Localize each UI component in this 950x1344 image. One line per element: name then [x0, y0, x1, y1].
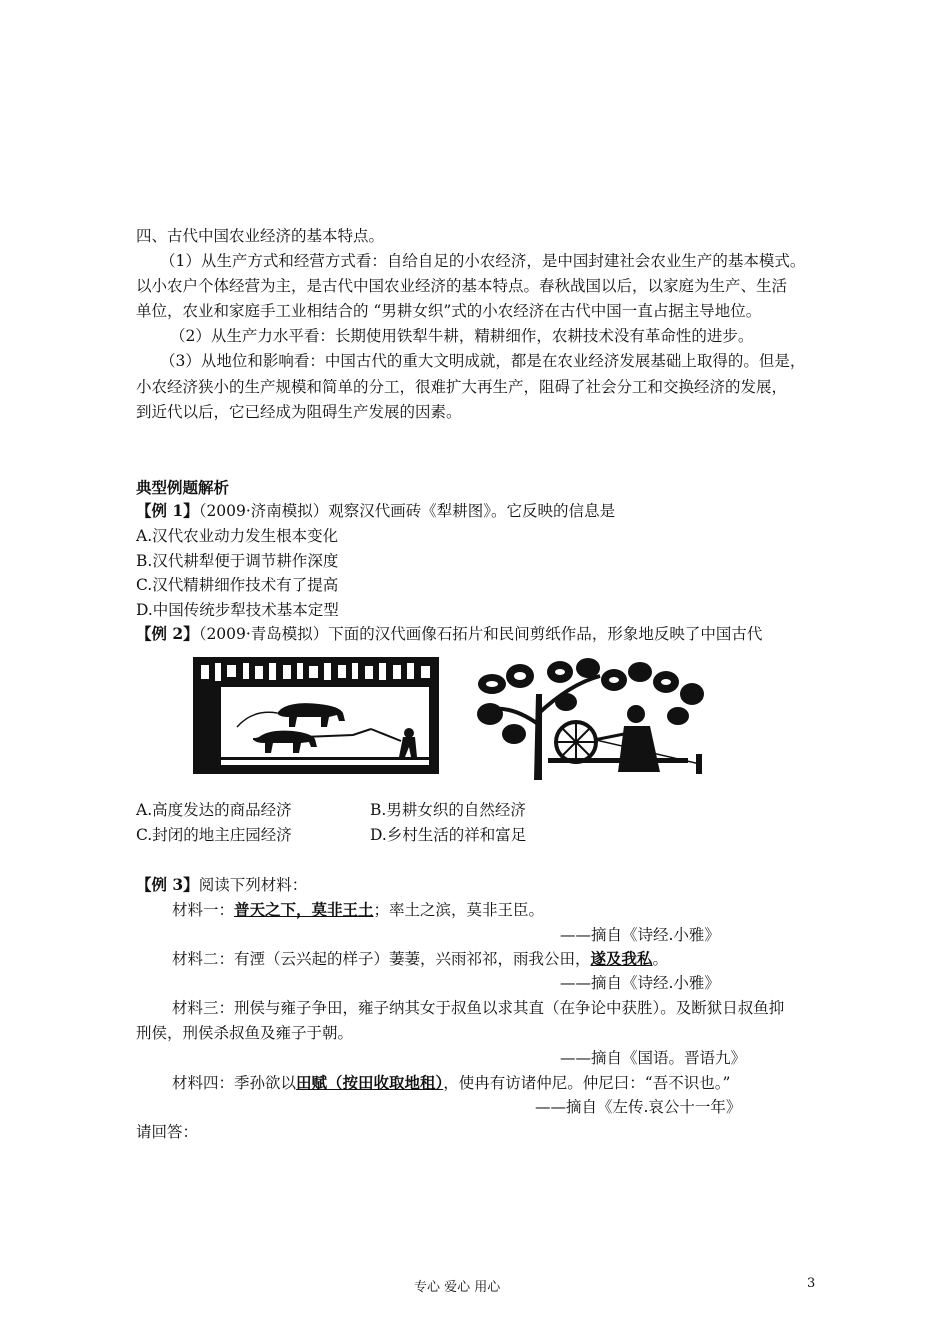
paragraph-1-line-2: 以小农户个体经营为主，是古代中国农业经济的基本特点。春秋战国以后，以家庭为生产、生活	[136, 277, 788, 295]
example-2-option-a: A.高度发达的商品经济	[136, 801, 292, 819]
material-2-prefix: 材料二：有湮（云兴起的样子）萋萋，兴雨祁祁，雨我公田，	[172, 950, 591, 968]
example-3-question	[136, 875, 307, 895]
example-1-option-c: C.汉代精耕细作技术有了提高	[136, 576, 339, 594]
material-1-rest: ；率土之滨，莫非王臣。	[373, 901, 545, 919]
folk-paper-cut-weaving-image	[470, 654, 712, 780]
material-1-prefix: 材料一：	[172, 901, 235, 919]
han-stone-rubbing-plowing-image	[193, 657, 439, 774]
material-2-rest: 。	[652, 950, 669, 968]
example-3-label: 【例 3】	[136, 875, 199, 894]
example-3-prompt: 请回答：	[136, 1123, 199, 1141]
paragraph-1-line-1: （1）从生产方式和经营方式看：自给自足的小农经济，是中国封建社会农业生产的基本模式。	[160, 252, 806, 270]
material-4-underlined: 田赋（按田收取地租）	[296, 1073, 444, 1092]
paragraph-2: （2）从生产力水平看：长期使用铁犁牛耕，精耕细作，农耕技术没有革命性的进步。	[170, 327, 754, 345]
material-4-source: ——摘自《左传.哀公十一年》	[535, 1098, 742, 1116]
example-2-option-c: C.封闭的地主庄园经济	[136, 826, 292, 844]
example-1-option-a: A.汉代农业动力发生根本变化	[136, 527, 339, 545]
page-number: 3	[807, 1276, 816, 1291]
material-3-line-2: 刑侯，刑侯杀叔鱼及雍子于朝。	[136, 1024, 354, 1042]
material-1	[172, 900, 544, 920]
example-2-option-b: B.男耕女织的自然经济	[370, 801, 526, 819]
example-2-question	[136, 624, 762, 644]
example-1-option-b: B.汉代耕犁便于调节耕作深度	[136, 552, 339, 570]
material-2-underlined: 遂及我私	[590, 949, 653, 968]
material-4-rest: ，使冉有访诸仲尼。仲尼曰：“吾不识也。”	[443, 1074, 731, 1092]
example-2-stem: （2009·青岛模拟）下面的汉代画像石拓片和民间剪纸作品，形象地反映了中国古代	[198, 625, 763, 643]
material-3-line-1: 材料三：刑侯与雍子争田，雍子纳其女于叔鱼以求其直（在争论中获胜）。及断狱日叔鱼抑	[172, 999, 785, 1017]
material-4	[172, 1073, 730, 1093]
example-3-intro: 阅读下列材料：	[198, 876, 308, 894]
example-1-label: 【例 1】	[136, 501, 199, 520]
footer-motto: 专心 爱心 用心	[414, 1280, 501, 1295]
paragraph-1-line-3: 单位，农业和家庭手工业相结合的 “男耕女织”式的小农经济在古代中国一直占据主导地位。	[136, 302, 762, 320]
examples-title: 典型例题解析	[136, 478, 230, 497]
material-4-prefix: 材料四：季孙欲以	[172, 1074, 297, 1092]
material-3-source: ——摘自《国语。晋语九》	[560, 1049, 747, 1067]
paragraph-3-line-1: （3）从地位和影响看：中国古代的重大文明成就，都是在农业经济发展基础上取得的。但是，	[160, 352, 806, 370]
material-2-source: ——摘自《诗经.小雅》	[560, 974, 720, 992]
example-2-label: 【例 2】	[136, 624, 199, 643]
example-1-question	[136, 501, 615, 521]
paragraph-3-line-3: 到近代以后，它已经成为阻碍生产发展的因素。	[136, 403, 462, 421]
material-1-source: ——摘自《诗经.小雅》	[560, 926, 720, 944]
material-1-underlined: 普天之下，莫非王土	[234, 900, 374, 919]
example-1-stem: （2009·济南模拟）观察汉代画砖《犁耕图》。它反映的信息是	[198, 502, 616, 520]
example-1-option-d: D.中国传统步犁技术基本定型	[136, 601, 339, 619]
section-heading: 四、古代中国农业经济的基本特点。	[136, 227, 385, 245]
material-2	[172, 949, 668, 969]
paragraph-3-line-2: 小农经济狭小的生产规模和简单的分工，很难扩大再生产，阻碍了社会分工和交换经济的发展，	[136, 378, 788, 396]
example-2-option-d: D.乡村生活的祥和富足	[370, 826, 527, 844]
